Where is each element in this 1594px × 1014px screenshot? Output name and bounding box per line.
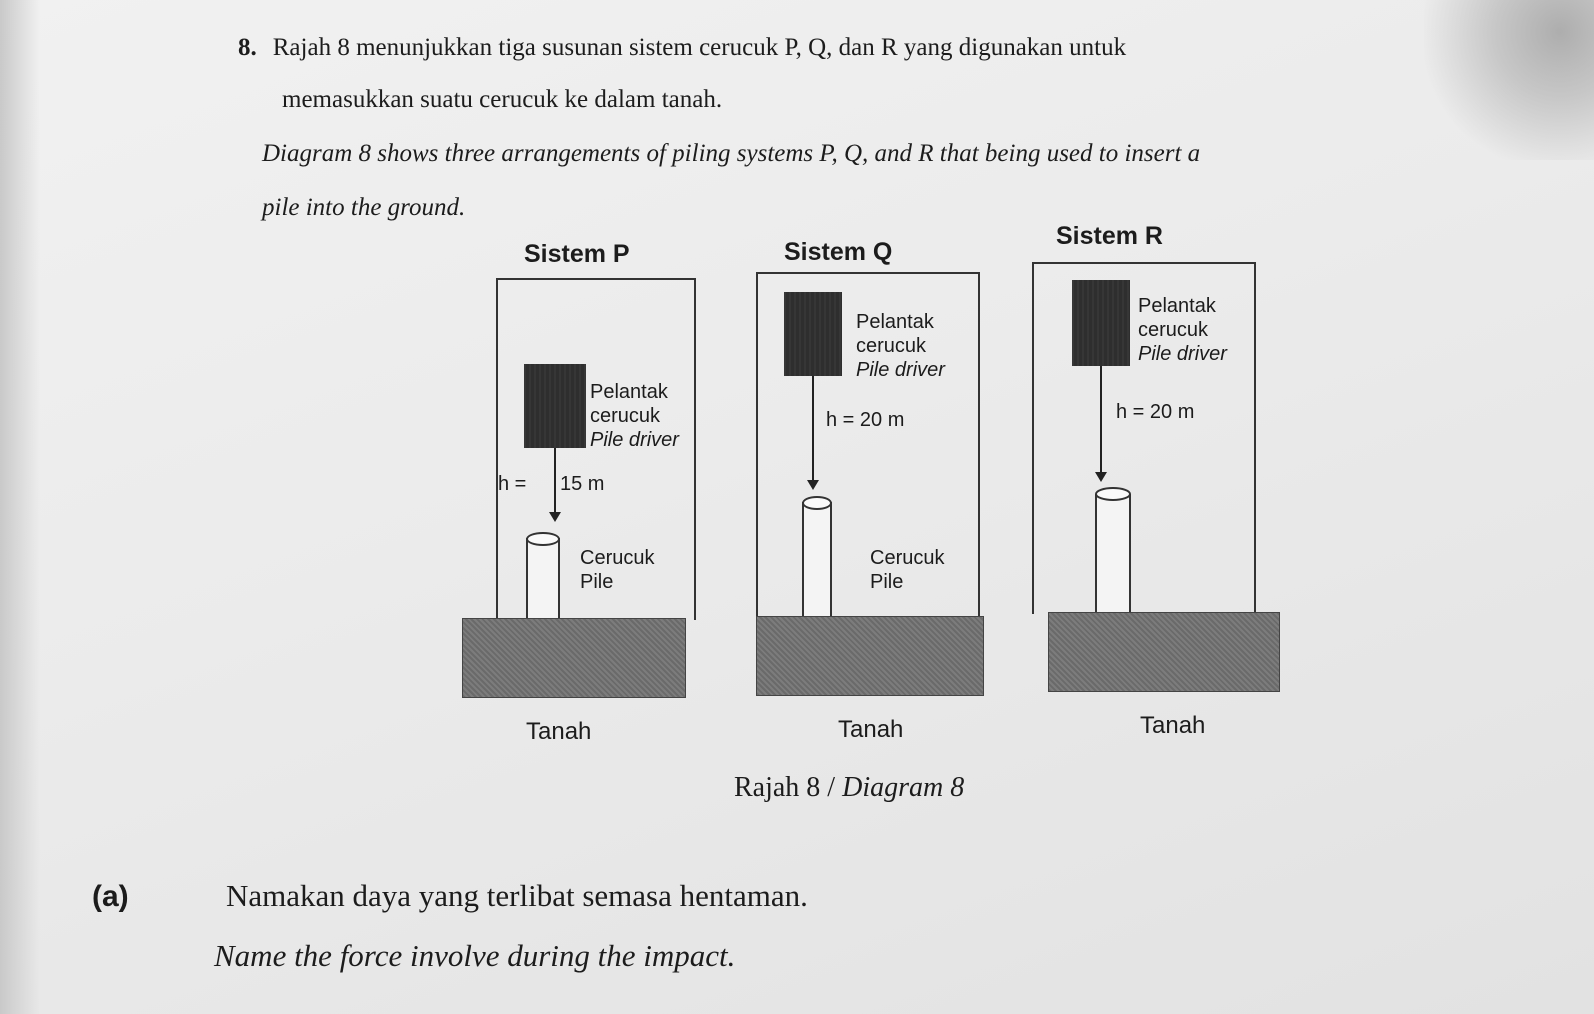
system-r-pile-driver bbox=[1072, 280, 1130, 366]
system-p-h-value: 15 m bbox=[560, 473, 605, 495]
question-text-ms-2: memasukkan suatu cerucuk ke dalam tanah. bbox=[282, 86, 723, 113]
system-q-pile-driver bbox=[784, 292, 842, 376]
system-r-ground bbox=[1048, 612, 1280, 692]
system-r-title: Sistem R bbox=[1056, 222, 1163, 250]
system-q-arrow-head bbox=[807, 480, 819, 490]
system-q-ground bbox=[756, 616, 984, 696]
system-r-ground-label: Tanah bbox=[1140, 712, 1206, 739]
system-q-arrow bbox=[812, 376, 814, 482]
system-p-ground-label: Tanah bbox=[526, 718, 592, 745]
system-q-pile-top bbox=[802, 496, 832, 510]
system-q-pile-label: Cerucuk Pile bbox=[870, 547, 945, 593]
question-line-1 bbox=[238, 34, 1126, 62]
system-r-h-label: h = 20 m bbox=[1116, 401, 1195, 423]
system-p-title: Sistem P bbox=[524, 240, 630, 268]
system-p-h-label: h = bbox=[498, 473, 527, 495]
system-p-pile-label: Cerucuk Pile bbox=[580, 547, 655, 593]
part-a-text-ms: Namakan daya yang terlibat semasa hentaman. bbox=[226, 878, 808, 913]
part-a-text-en: Name the force involve during the impact. bbox=[214, 938, 736, 973]
part-a-label: (a) bbox=[92, 880, 129, 913]
system-p-arrow-head bbox=[549, 512, 561, 522]
diagram-caption: Rajah 8 / Diagram 8 bbox=[734, 772, 965, 803]
system-p-driver-label: Pelantak cerucuk Pile driver bbox=[590, 381, 679, 451]
system-q-h-label: h = 20 m bbox=[826, 409, 905, 431]
system-p-ground bbox=[462, 618, 686, 698]
system-q-driver-label: Pelantak cerucuk Pile driver bbox=[856, 311, 945, 381]
system-p-pile-top bbox=[526, 532, 560, 546]
system-r-arrow bbox=[1100, 366, 1102, 474]
question-text-ms-1: Rajah 8 menunjukkan tiga susunan sistem cerucuk P, Q, dan R yang digunakan untuk bbox=[272, 34, 1127, 61]
system-q-title: Sistem Q bbox=[784, 238, 893, 266]
corner-decoration bbox=[1424, 0, 1594, 160]
system-p-pile-driver bbox=[524, 364, 586, 448]
question-text-en-2: pile into the ground. bbox=[262, 194, 466, 221]
system-r-driver-label: Pelantak cerucuk Pile driver bbox=[1138, 295, 1227, 365]
page-shadow bbox=[0, 0, 40, 1014]
system-r-arrow-head bbox=[1095, 472, 1107, 482]
question-text-en-1: Diagram 8 shows three arrangements of piling systems P, Q, and R that being used to insert a bbox=[262, 140, 1201, 167]
system-q-ground-label: Tanah bbox=[838, 716, 904, 743]
system-p-arrow bbox=[554, 448, 556, 514]
question-number: 8. bbox=[238, 34, 257, 61]
